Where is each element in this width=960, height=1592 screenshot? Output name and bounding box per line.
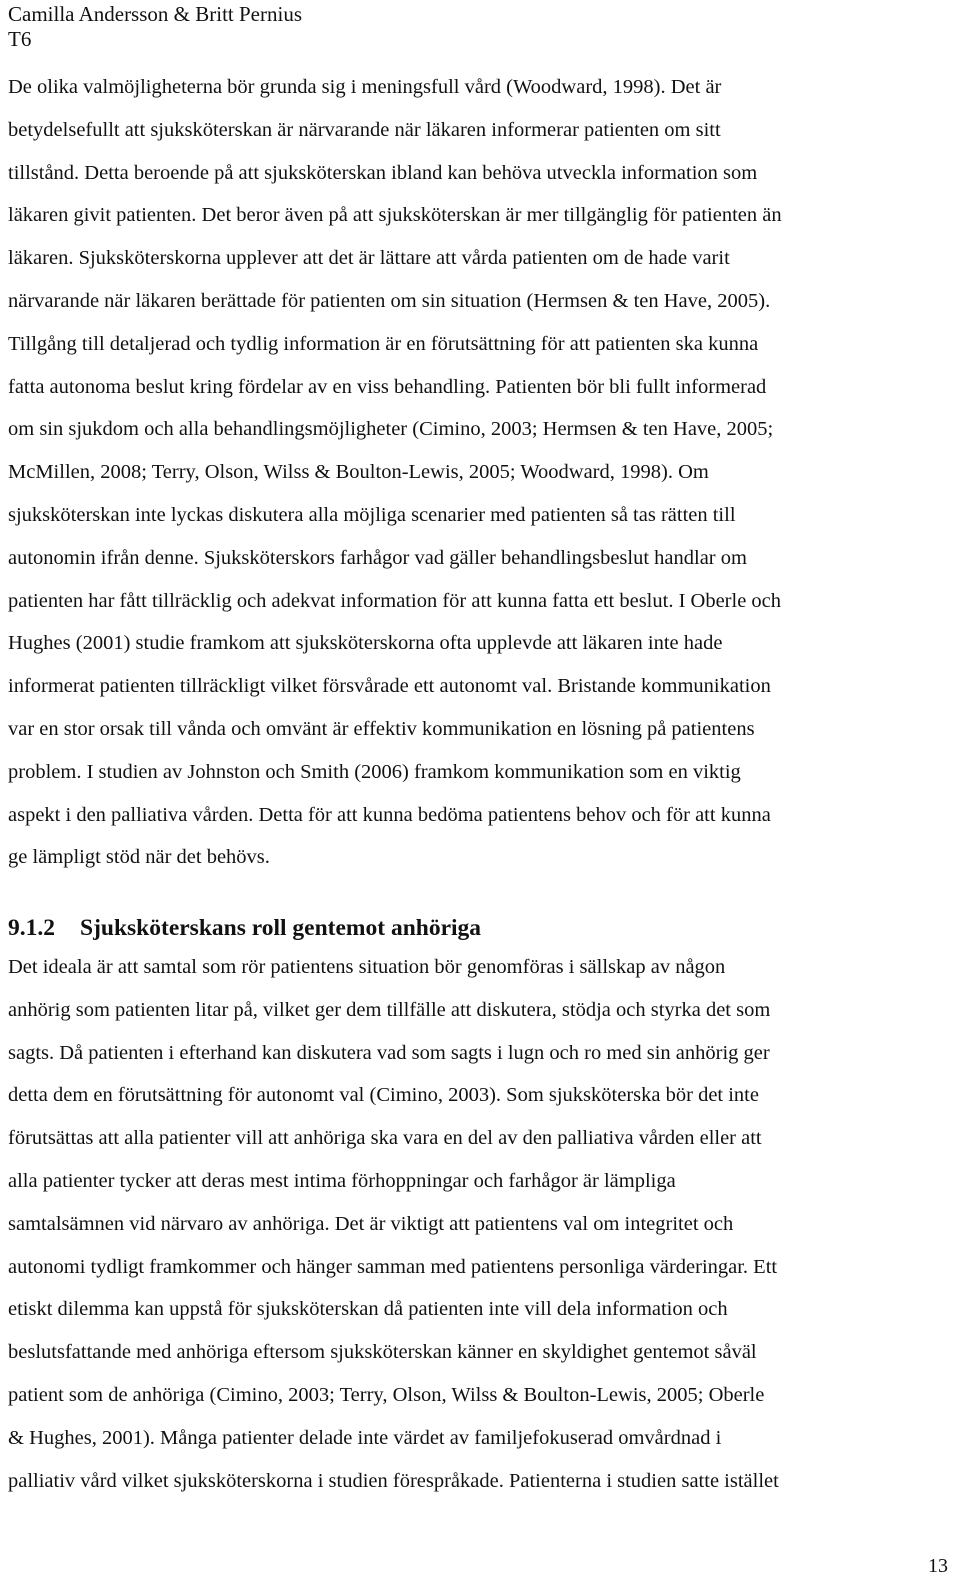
text-line: & Hughes, 2001). Många patienter delade inte värdet av familjefokuserad omvårdnad i <box>8 1426 722 1449</box>
text-line: autonomi tydligt framkommer och hänger samman med patientens personliga värderingar. Ett <box>8 1255 778 1278</box>
text-line: Hughes (2001) studie framkom att sjuksköterskorna ofta upplevde att läkaren inte hade <box>8 632 723 655</box>
header-code: T6 <box>8 27 32 51</box>
page-number: 13 <box>928 1555 948 1577</box>
text-line: sagts. Då patienten i efterhand kan diskutera vad som sagts i lugn och ro med sin anhörig ger <box>8 1041 770 1064</box>
text-line: etiskt dilemma kan uppstå för sjuksköterskan då patienten inte vill dela information och <box>8 1298 728 1321</box>
text-line: beslutsfattande med anhöriga eftersom sjuksköterskan känner en skyldighet gentemot såväl <box>8 1341 757 1364</box>
text-line: problem. I studien av Johnston och Smith (2006) framkom kommunikation som en viktig <box>8 760 741 783</box>
text-line: informerat patienten tillräckligt vilket försvårade ett autonomt val. Bristande kommunikation <box>8 675 771 698</box>
header-authors: Camilla Andersson & Britt Pernius <box>8 2 302 26</box>
text-line: anhörig som patienten litar på, vilket ger dem tillfälle att diskutera, stödja och styrka det som <box>8 998 771 1021</box>
text-line: detta dem en förutsättning för autonomt val (Cimino, 2003). Som sjuksköterska bör det inte <box>8 1084 759 1107</box>
section-title: Sjuksköterskans roll gentemot anhöriga <box>80 915 482 941</box>
text-line: McMillen, 2008; Terry, Olson, Wilss & Boulton-Lewis, 2005; Woodward, 1998). Om <box>8 461 709 484</box>
text-line: var en stor orsak till vånda och omvänt är effektiv kommunikation en lösning på patientens <box>8 717 755 740</box>
text-line: närvarande när läkaren berättade för patienten om sin situation (Hermsen & ten Have, 2005). <box>8 289 771 312</box>
text-line: alla patienter tycker att deras mest intima förhoppningar och farhågor är lämpliga <box>8 1169 676 1192</box>
text-line: läkaren. Sjuksköterskorna upplever att det är lättare att vårda patienten om de hade varit <box>8 247 730 270</box>
running-header <box>8 2 302 52</box>
text-line: sjuksköterskan inte lyckas diskutera alla möjliga scenarier med patienten så tas rätten till <box>8 503 736 526</box>
text-line: fatta autonoma beslut kring fördelar av en viss behandling. Patienten bör bli fullt informerad <box>8 375 767 398</box>
text-line: palliativ vård vilket sjuksköterskorna i studien förespråkade. Patienterna i studien satte istället <box>8 1469 779 1492</box>
text-line: läkaren givit patienten. Det beror även på att sjuksköterskan är mer tillgänglig för patienten än <box>8 204 782 227</box>
text-line: Tillgång till detaljerad och tydlig information är en förutsättning för att patienten ska kunna <box>8 332 759 355</box>
text-line: om sin sjukdom och alla behandlingsmöjligheter (Cimino, 2003; Hermsen & ten Have, 2005; <box>8 418 774 441</box>
text-line: tillstånd. Detta beroende på att sjuksköterskan ibland kan behöva utveckla information som <box>8 161 758 184</box>
text-line: patient som de anhöriga (Cimino, 2003; Terry, Olson, Wilss & Boulton-Lewis, 2005; Oberle <box>8 1383 765 1406</box>
section-number: 9.1.2 <box>8 915 55 941</box>
text-line: De olika valmöjligheterna bör grunda sig i meningsfull vård (Woodward, 1998). Det är <box>8 76 722 98</box>
text-line: samtalsämnen vid närvaro av anhöriga. Det är viktigt att patientens val om integritet och <box>8 1212 734 1235</box>
paragraph-autonomy-information <box>8 66 958 879</box>
text-line: förutsättas att alla patienter vill att anhöriga ska vara en del av den palliativa vården eller att <box>8 1127 762 1150</box>
text-line: Det ideala är att samtal som rör patientens situation bör genomföras i sällskap av någon <box>8 956 726 978</box>
text-line: patienten har fått tillräcklig och adekvat information för att kunna fatta ett beslut. I Oberle och <box>8 589 782 612</box>
text-line: autonomin ifrån denne. Sjuksköterskors farhågor vad gäller behandlingsbeslut handlar om <box>8 546 747 569</box>
text-line: betydelsefullt att sjuksköterskan är närvarande när läkaren informerar patienten om sitt <box>8 118 721 141</box>
section-heading <box>8 913 481 943</box>
paragraph-relatives-role <box>8 946 958 1502</box>
text-line: aspekt i den palliativa vården. Detta för att kunna bedöma patientens behov och för att kunna <box>8 803 771 826</box>
text-line: ge lämpligt stöd när det behövs. <box>8 846 270 869</box>
